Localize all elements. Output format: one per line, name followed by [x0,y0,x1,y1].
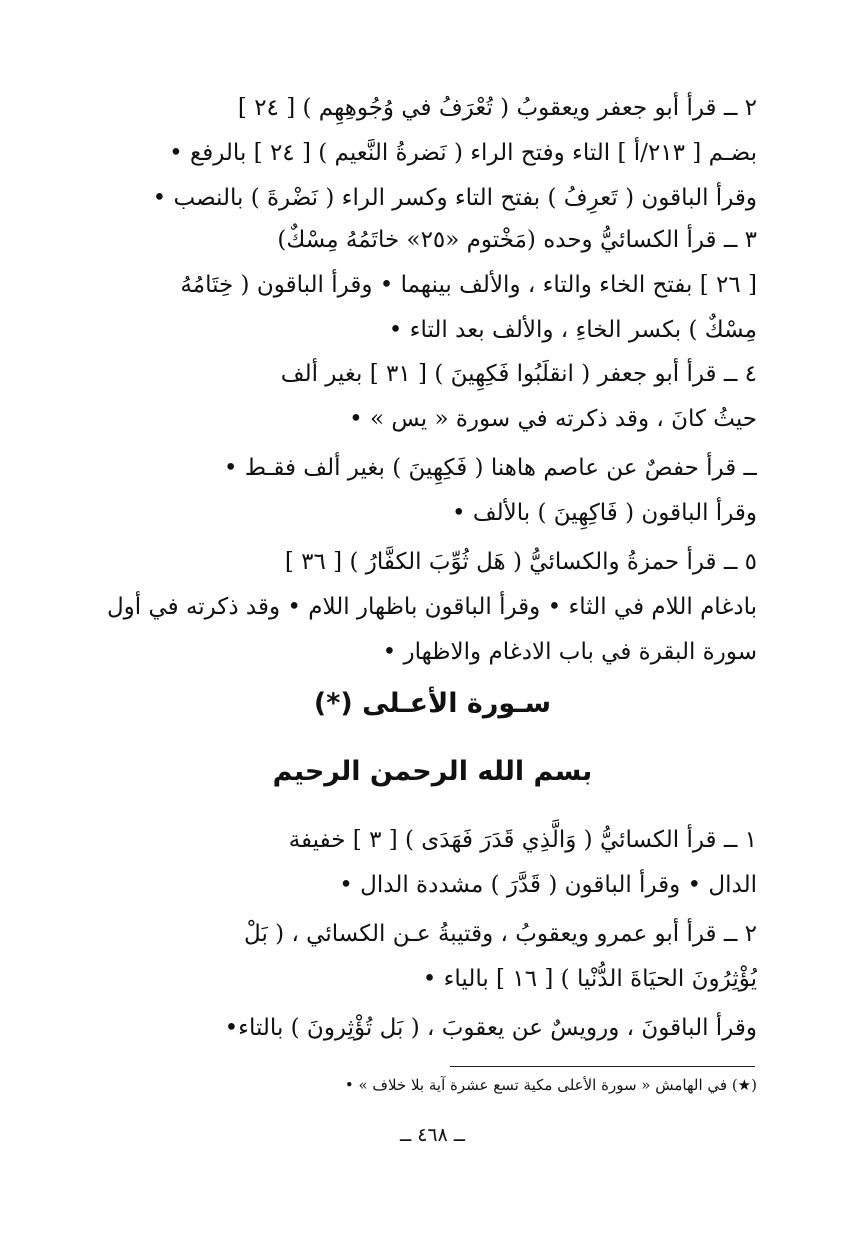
text-line: ٣ ــ قرأ الكسائيُّ وحده (مَخْتوم «٢٥» خاتَمُهُ مِسْكٌ) [277,227,757,253]
text-line: ٢ ــ قرأ أبو جعفر ويعقوبُ ( تُعْرَفُ في وُجُوهِهِم ) [ ٢٤ ] [237,95,757,121]
footnote: (★) في الهامش « سورة الأعلى مكية تسع عشرة آية بلا خلاف » • [344,1076,757,1094]
text-line: حيثُ كانَ ، وقد ذكرته في سورة « يس » • [349,406,757,432]
footnote-divider [450,1066,755,1067]
text-line: وقرأ الباقونَ ، ورويسٌ عن يعقوبَ ، ( بَل تُؤْثِرونَ ) بالتاء• [224,1015,757,1041]
text-line: الدال • وقرأ الباقون ( قَدَّرَ ) مشددة الدال • [339,872,757,898]
text-line: ٥ ــ قرأ حمزةُ والكسائيُّ ( هَل ثُوِّبَ الكفَّارُ ) [ ٣٦ ] [284,549,757,575]
text-line: يُؤْثِرُونَ الحيَاةَ الدُّنْيا ) [ ١٦ ] بالياء • [422,966,757,992]
text-line: وقرأ الباقون ( تَعرِفُ ) بفتح التاء وكسر الراء ( نَضْرةَ ) بالنصب • [152,185,757,211]
paragraph-reading-2-qira [107,86,757,221]
text-line: ١ ــ قرأ الكسائيُّ ( وَالَّذِي قَدَرَ فَهَدَى ) [ ٣ ] خفيفة [288,827,757,853]
text-line: سورة البقرة في باب الادغام والاظهار • [382,639,757,665]
basmala-heading: بسم الله الرحمن الرحيم [272,756,593,787]
paragraph-reading-2-yuthirun [107,912,757,1002]
text-line: بادغام اللام في الثاء • وقرأ الباقون باظهار اللام • وقد ذكرته في أول [107,594,757,620]
text-line: [ ٢٦ ] بفتح الخاء والتاء ، والألف بينهما • وقرأ الباقون ( خِتَامُهُ [180,272,757,298]
paragraph-reading-4-fakihin [107,352,757,442]
text-line: ٢ ــ قرأ أبو عمرو ويعقوبُ ، وقتيبةُ عـن الكسائي ، ( بَلْ [244,921,757,947]
text-line: ٤ ــ قرأ أبو جعفر ( انقلَبُوا فَكِهِينَ ) [ ٣١ ] بغير ألف [280,361,757,387]
page-number: ــ ٤٦٨ ــ [400,1124,465,1146]
paragraph-reading-3-khitam [107,218,757,353]
text-line: مِسْكٌ ) بكسر الخاءِ ، والألف بعد التاء • [388,317,757,343]
paragraph-reading-5-thuwwib [107,540,757,675]
text-line: بضـم [ ٢١٣/أ ] التاء وفتح الراء ( نَضرةُ النَّعيم ) [ ٢٤ ] بالرفع • [169,140,757,166]
text-line: وقرأ الباقون ( فَاكِهِينَ ) بالألف • [451,500,757,526]
text-line: ــ قرأ حفصٌ عن عاصم هاهنا ( فَكِهِينَ ) بغير ألف فقـط • [223,455,757,481]
paragraph-reading-hafs [107,446,757,536]
surah-heading: سـورة الأعـلى (*) [313,688,552,719]
paragraph-reading-1-qaddar [107,818,757,908]
paragraph-reading-tuthirun [107,1006,757,1051]
